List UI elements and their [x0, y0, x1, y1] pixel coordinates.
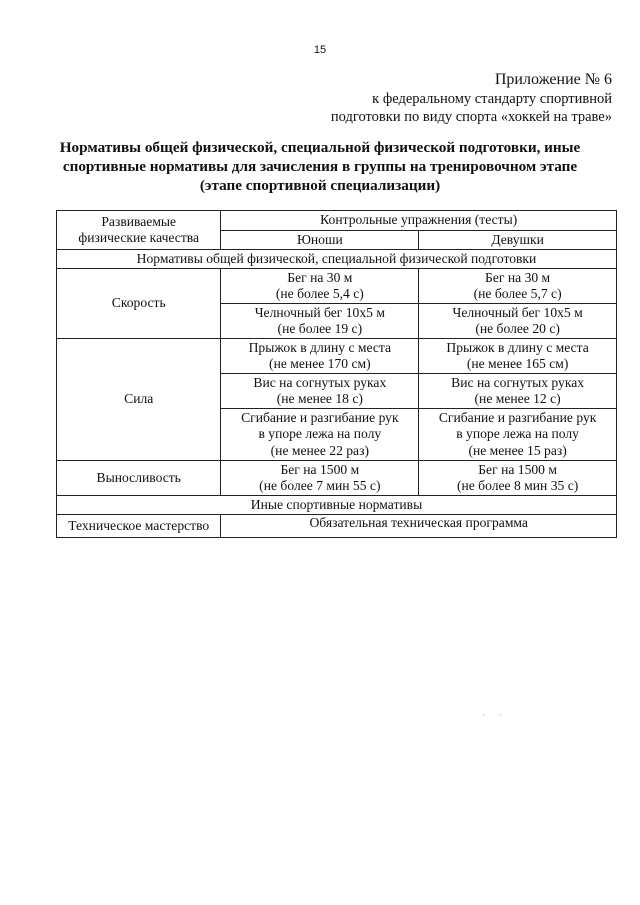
- boys-cell: Сгибание и разгибание рук в упоре лежа на полу (не менее 22 раз): [221, 409, 419, 461]
- girls-cell: Бег на 30 м (не более 5,7 с): [419, 269, 617, 304]
- page-number: 15: [313, 44, 327, 56]
- title-line-1: Нормативы общей физической, специальной физической подготовки, иные: [59, 139, 581, 156]
- girls-cell: Челночный бег 10x5 м (не более 20 с): [419, 304, 617, 339]
- girls-cell: Сгибание и разгибание рук в упоре лежа на полу (не менее 15 раз): [419, 409, 617, 461]
- appendix-header: [331, 70, 612, 126]
- section-general-special: Нормативы общей физической, специальной физической подготовки: [57, 250, 617, 269]
- table-row: [57, 461, 617, 496]
- table-row: [57, 339, 617, 374]
- header-row: [57, 211, 617, 231]
- girls-cell: Вис на согнутых руках (не менее 12 с): [419, 374, 617, 409]
- table-row: [57, 515, 617, 538]
- section-other: Иные спортивные нормативы: [57, 496, 617, 515]
- header-tests: Контрольные упражнения (тесты): [221, 211, 617, 231]
- boys-cell: Бег на 30 м (не более 5,4 с): [221, 269, 419, 304]
- table-row: [57, 269, 617, 304]
- header-boys: Юноши: [221, 231, 419, 250]
- header-girls: Девушки: [419, 231, 617, 250]
- appendix-number: Приложение № 6: [494, 71, 612, 88]
- section-row: [57, 250, 617, 269]
- norms-table: [56, 210, 617, 538]
- boys-cell: Челночный бег 10x5 м (не более 19 с): [221, 304, 419, 339]
- document-title: [40, 138, 600, 195]
- appendix-line-3: подготовки по виду спорта «хоккей на траве»: [330, 109, 612, 125]
- header-qualities: Развиваемые физические качества: [57, 211, 221, 250]
- boys-cell: Бег на 1500 м (не более 7 мин 55 с): [221, 461, 419, 496]
- girls-cell: Прыжок в длину с места (не менее 165 см): [419, 339, 617, 374]
- appendix-line-2: к федеральному стандарту спортивной: [372, 91, 612, 107]
- quality-strength: Сила: [57, 339, 221, 461]
- scan-artifact: · ·: [482, 710, 509, 720]
- section-row: [57, 496, 617, 515]
- quality-speed: Скорость: [57, 269, 221, 339]
- girls-cell: Бег на 1500 м (не более 8 мин 35 с): [419, 461, 617, 496]
- title-line-2: спортивные нормативы для зачисления в группы на тренировочном этапе: [62, 158, 578, 175]
- boys-cell: Прыжок в длину с места (не менее 170 см): [221, 339, 419, 374]
- quality-endurance: Выносливость: [57, 461, 221, 496]
- technique-program: Обязательная техническая программа: [221, 515, 617, 538]
- quality-technique: Техническое мастерство: [57, 515, 221, 538]
- boys-cell: Вис на согнутых руках (не менее 18 с): [221, 374, 419, 409]
- title-line-3: (этапе спортивной специализации): [199, 177, 441, 194]
